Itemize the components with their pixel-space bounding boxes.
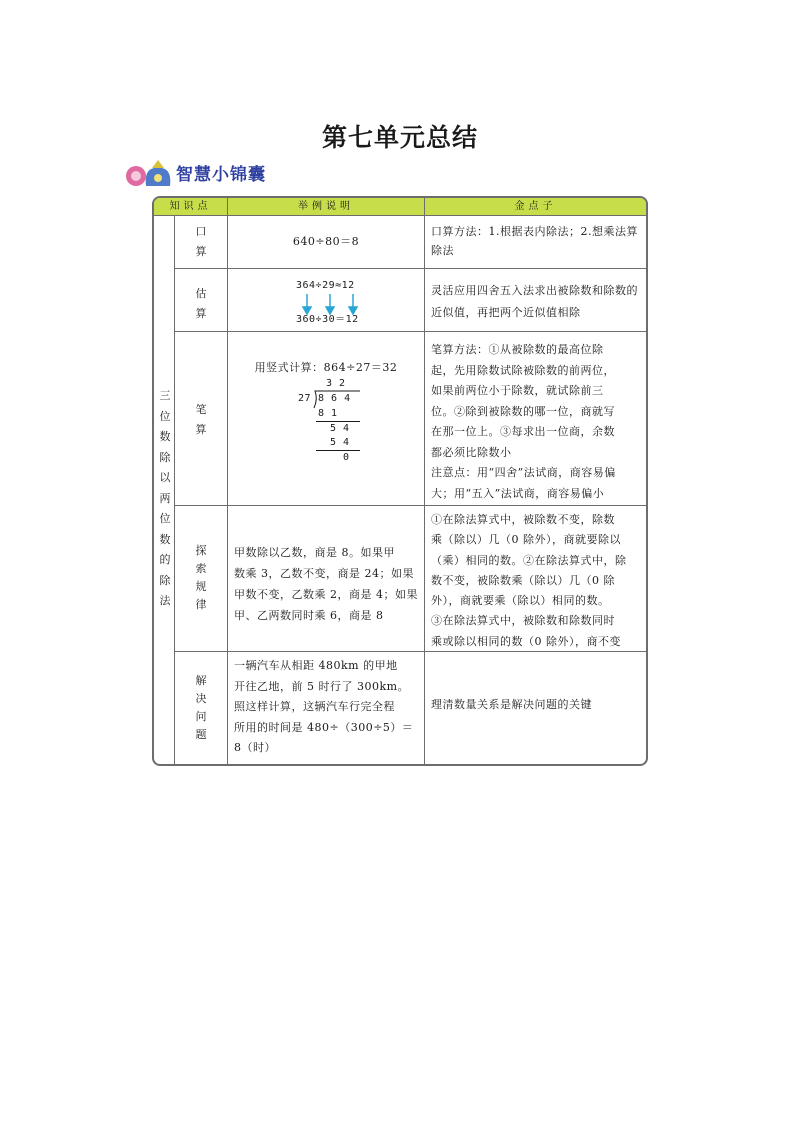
tip-line: 笔算方法：①从被除数的最高位除 (431, 343, 604, 356)
example-line: 数乘 3，乙数不变，商是 24；如果 (234, 567, 414, 580)
division-quotient: 3 2 (326, 378, 346, 389)
divider (174, 268, 646, 269)
lucky-bag-icon (124, 156, 174, 190)
tip-line: 起，先用除数试除被除数的前两位， (431, 363, 615, 377)
example-estimate-top: 364÷29≈12 (296, 280, 355, 291)
tip-line: 如果前两位小于除数，就试除前三 (431, 384, 604, 397)
summary-table (152, 196, 648, 766)
topic-pattern: 探索规律 (195, 544, 207, 611)
tip-line: 乘（除以）几（0 除外），商就要除以 (431, 533, 621, 547)
page-title: 第七单元总结 (321, 123, 478, 152)
tip-line: ③在除法算式中，被除数和除数同时 (431, 614, 615, 628)
tip-line: ①在除法算式中，被除数不变，除数 (431, 513, 615, 526)
example-line: 照这样计算，这辆汽车行完全程 (234, 700, 395, 713)
tip-badge (124, 156, 304, 192)
example-line: 甲数除以乙数，商是 8。如果甲 (234, 546, 395, 559)
badge-label: 智慧小锦囊 (176, 165, 266, 185)
division-remainder: 0 (343, 452, 350, 463)
divider (174, 216, 175, 764)
division-step2: 5 4 (330, 423, 350, 434)
example-line: 甲数不变，乙数乘 2，商是 4；如果 (234, 588, 418, 601)
division-step3: 5 4 (330, 437, 350, 448)
division-dividend: 8 6 4 (318, 393, 351, 404)
tip-line: 都必须比除数小 (431, 445, 512, 459)
example-line: 甲、乙两数同时乘 6，商是 8 (234, 609, 384, 622)
divider (424, 198, 425, 764)
divider (227, 198, 228, 764)
example-estimate-bottom: 360÷30＝12 (296, 314, 359, 325)
example-line: 一辆汽车从相距 480km 的甲地 (234, 659, 398, 672)
tip-written (431, 340, 643, 504)
example-line: 所用的时间是 480÷（300÷5）＝ (234, 720, 414, 734)
example-written-caption: 用竖式计算：864÷27＝32 (254, 361, 398, 374)
tip-line: 在那一位上。③每求出一位商，余数 (431, 425, 615, 438)
category-label: 三位数除以两位数的除法 (159, 389, 171, 607)
tip-line: 位。②除到被除数的哪一位，商就写 (431, 404, 615, 418)
division-divisor: 27 (298, 393, 312, 404)
tip-line: 乘或除以相同的数（0 除外），商不变 (431, 634, 621, 648)
example-problem (234, 656, 422, 759)
example-oral: 640÷80＝8 (292, 235, 360, 248)
tip-oral: 口算方法：1.根据表内除法；2.想乘法算除法 (431, 225, 638, 257)
topic-estimate: 估算 (195, 287, 207, 320)
tip-line: （乘）相同的数。②在除法算式中，除 (431, 553, 627, 567)
header-example: 举例说明 (228, 198, 424, 216)
division-step1: 8 1 (318, 408, 338, 419)
topic-problem: 解决问题 (195, 674, 207, 741)
divider (174, 331, 646, 332)
example-pattern (234, 542, 422, 626)
header-tip: 金点子 (425, 198, 646, 216)
tip-estimate: 灵活应用四舍五入法求出被除数和除数的近似值，再把两个近似值相除 (431, 284, 638, 319)
tip-line: 数不变，被除数乘（除以）几（0 除 (431, 573, 615, 587)
tip-line: 大；用“五入”法试商，商容易偏小 (431, 486, 605, 500)
example-line: 开往乙地，前 5 时行了 300km。 (234, 679, 410, 693)
tip-line: 外），商就要乘（除以）相同的数。 (431, 594, 610, 608)
tip-line: 注意点：用“四舍”法试商，商容易偏 (431, 466, 616, 479)
divider (174, 505, 646, 506)
topic-oral: 口算 (195, 225, 207, 258)
tip-problem: 理清数量关系是解决问题的关键 (431, 698, 592, 711)
example-line: 8（时） (234, 741, 276, 754)
topic-written: 笔算 (195, 403, 207, 436)
tip-pattern (431, 510, 643, 652)
header-knowledge: 知识点 (154, 198, 227, 216)
division-line (316, 450, 360, 451)
